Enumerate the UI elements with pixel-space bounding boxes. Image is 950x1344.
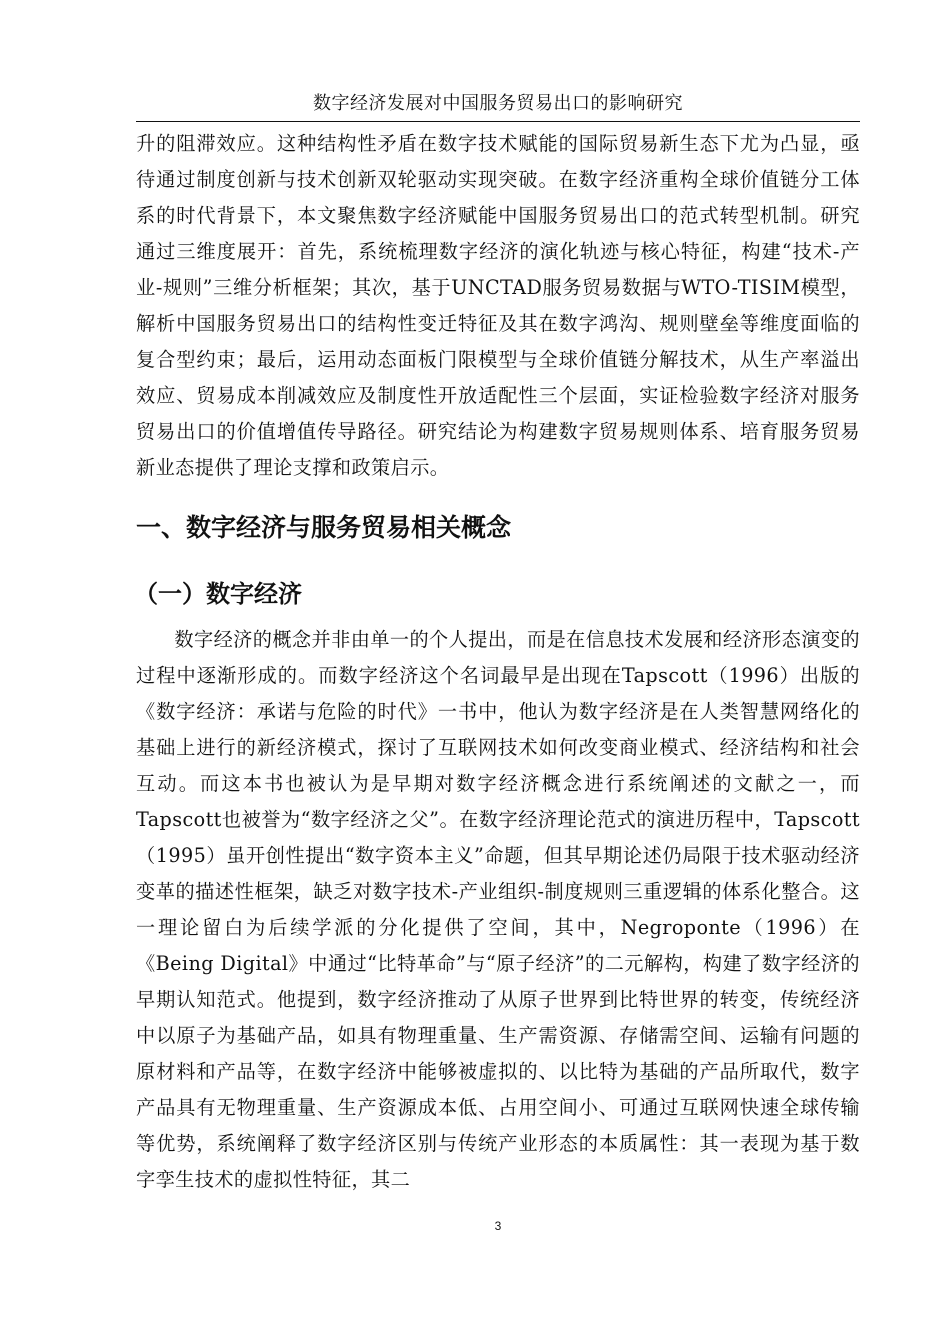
page-content (136, 126, 860, 1198)
header-rule (136, 121, 860, 122)
subsection-paragraph: 数字经济的概念并非由单一的个人提出，而是在信息技术发展和经济形态演变的过程中逐渐形成的。而数字经济这个名词最早是出现在Tapscott（1996）出版的《数字经济：承诺与危险的时代》一书中，他认为数字经济是在人类智慧网络化的基础上进行的新经济模式，探讨了互联网技术如何改变商业模式、经济结构和社会互动。而这本书也被认为是早期对数字经济概念进行系统阐述的文献之一，而Tapscott也被誉为“数字经济之父”。在数字经济理论范式的演进历程中，Tapscott（1995）虽开创性提出“数字资本主义”命题，但其早期论述仍局限于技术驱动经济变革的描述性框架，缺乏对数字技术-产业组织-制度规则三重逻辑的体系化整合。这一理论留白为后续学派的分化提供了空间，其中，Negroponte（1996）在《Being Digital》中通过“比特革命”与“原子经济”的二元解构，构建了数字经济的早期认知范式。他提到，数字经济推动了从原子世界到比特世界的转变，传统经济中以原子为基础产品，如具有物理重量、生产需资源、存储需空间、运输有问题的原材料和产品等，在数字经济中能够被虚拟的、以比特为基础的产品所取代，数字产品具有无物理重量、生产资源成本低、占用空间小、可通过互联网快速全球传输等优势，系统阐释了数字经济区别与传统产业形态的本质属性：其一表现为基于数字孪生技术的虚拟性特征，其二 (136, 628, 860, 1191)
page-number: 3 (494, 1219, 502, 1233)
section-heading: 一、数字经济与服务贸易相关概念 (136, 513, 512, 542)
continued-paragraph: 升的阻滞效应。这种结构性矛盾在数字技术赋能的国际贸易新生态下尤为凸显，亟待通过制度创新与技术创新双轮驱动实现突破。在数字经济重构全球价值链分工体系的时代背景下，本文聚焦数字经济赋能中国服务贸易出口的范式转型机制。研究通过三维度展开：首先，系统梳理数字经济的演化轨迹与核心特征，构建“技术-产业-规则”三维分析框架；其次，基于UNCTAD服务贸易数据与WTO-TISIM模型，解析中国服务贸易出口的结构性变迁特征及其在数字鸿沟、规则壁垒等维度面临的复合型约束；最后，运用动态面板门限模型与全球价值链分解技术，从生产率溢出效应、贸易成本削减效应及制度性开放适配性三个层面，实证检验数字经济对服务贸易出口的价值增值传导路径。研究结论为构建数字贸易规则体系、培育服务贸易新业态提供了理论支撑和政策启示。 (136, 132, 860, 479)
running-header-title: 数字经济发展对中国服务贸易出口的影响研究 (313, 93, 683, 114)
subsection-heading: （一）数字经济 (134, 580, 302, 608)
